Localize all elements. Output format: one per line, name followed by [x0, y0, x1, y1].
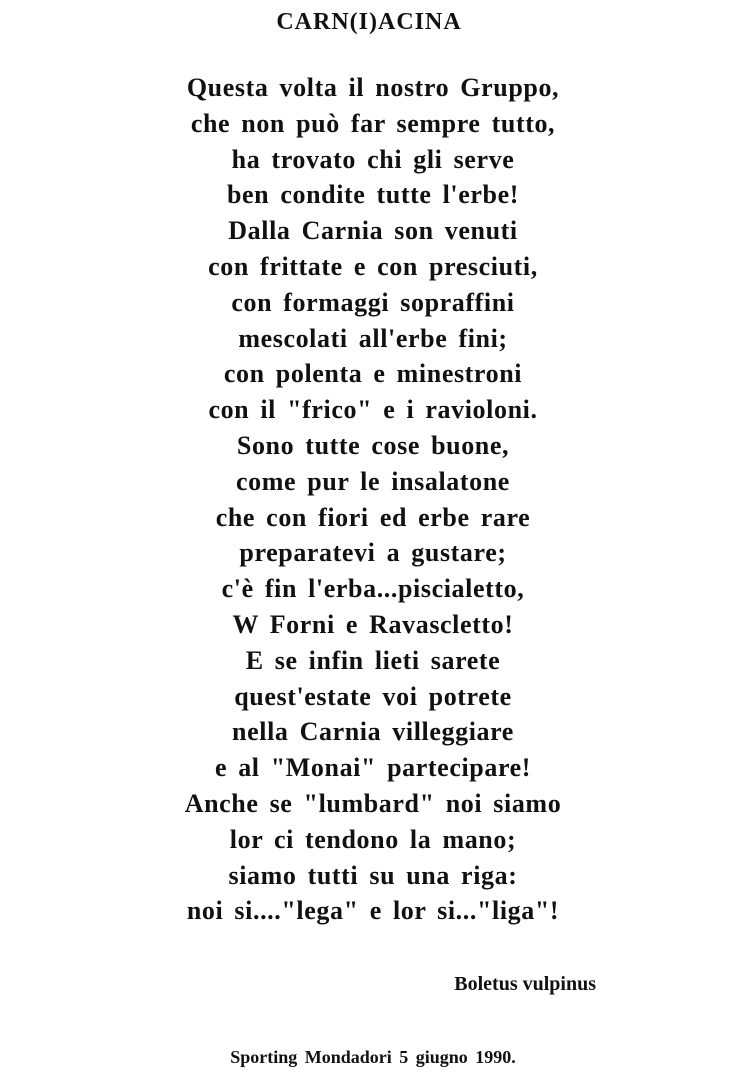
- poem-line: con il "frico" e i ravioloni.: [208, 395, 538, 425]
- poem-line: Dalla Carnia son venuti: [228, 216, 518, 246]
- poem-line: mescolati all'erbe fini;: [238, 323, 508, 353]
- poem-line: che non può far sempre tutto,: [190, 108, 556, 138]
- poem-line: e al "Monai" partecipare!: [214, 753, 532, 783]
- poem-line: Anche se "lumbard" noi siamo: [184, 788, 562, 818]
- poem-line: W Forni e Ravascletto!: [232, 609, 514, 639]
- poem-line: che con fiori ed erbe rare: [215, 502, 531, 532]
- author-signature: Boletus vulpinus: [454, 973, 596, 995]
- poem-line: ben condite tutte l'erbe!: [226, 180, 519, 210]
- poem-line: come pur le insalatone: [236, 466, 510, 496]
- poem-line: noi si...."lega" e lor si..."liga"!: [186, 896, 560, 926]
- poem-title: CARN(I)ACINA: [276, 9, 462, 35]
- poem-line: c'è fin l'erba...piscialetto,: [221, 574, 525, 604]
- poem-line: ha trovato chi gli serve: [231, 144, 515, 174]
- poem-line: Questa volta il nostro Gruppo,: [186, 73, 560, 102]
- poem-line: nella Carnia villeggiare: [232, 717, 514, 747]
- poem-line: con polenta e minestroni: [223, 359, 523, 389]
- poem-line: con frittate e con presciuti,: [208, 251, 538, 281]
- poem-line: quest'estate voi potrete: [234, 681, 512, 711]
- poem-body: [0, 70, 738, 929]
- poem-line: E se infin lieti sarete: [245, 645, 501, 675]
- source-citation: Sporting Mondadori 5 giugno 1990.: [230, 1047, 516, 1067]
- poem-line: Sono tutte cose buone,: [236, 430, 510, 460]
- poem-line: con formaggi sopraffini: [231, 287, 515, 317]
- poem-line: preparatevi a gustare;: [239, 538, 507, 568]
- poem-line: siamo tutti su una riga:: [228, 860, 518, 890]
- poem-line: lor ci tendono la mano;: [229, 824, 517, 854]
